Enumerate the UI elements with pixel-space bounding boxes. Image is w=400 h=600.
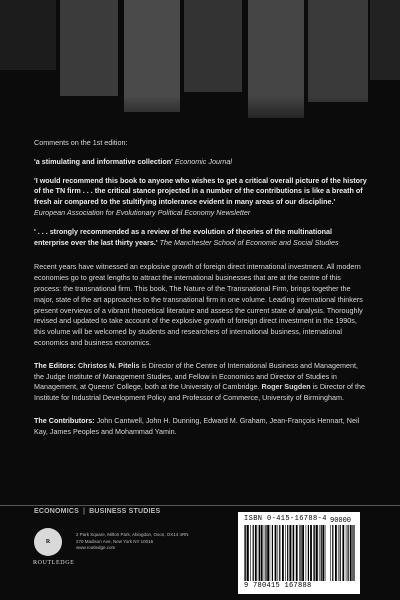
barcode-stripe (300, 525, 301, 581)
barcode-stripe (352, 525, 353, 581)
barcode-stripe (321, 525, 322, 581)
ean-number: 9 780415 167888 (244, 582, 312, 590)
barcode-stripe (342, 525, 344, 581)
barcode-stripe (322, 525, 324, 581)
book-description: Recent years have witnessed an explosive growth of foreign direct international investment. All modern economies go to great lengths to attract the international businesses that are at the centre of this process: the transnational firm. This book, The Nature of the Transnational Firm, brings together the major, state of the art approaches to the transnational firm in one volume. Leading international thinkers present overviews of a vibrant theoretical literature and assess the current state of analysis. Thoroughly revised and updated to take account of the explosive growth of foreign direct investment in the 1990s, this volume will be welcomed by students and researchers of international business, international economics and business economics. (34, 262, 363, 347)
subject-economics: ECONOMICS (34, 508, 79, 515)
routledge-logo-icon (34, 528, 62, 556)
subject-separator: | (82, 508, 86, 515)
address-line: 270 Madison Ave, New York NY 10016 (76, 538, 154, 544)
barcode-stripe (353, 525, 354, 581)
barcode-stripe (289, 525, 291, 581)
barcode-stripe (308, 525, 309, 581)
barcode-stripe (292, 525, 293, 581)
barcode-stripe (313, 525, 314, 581)
barcode-stripe (265, 525, 266, 581)
contributors-label: The Contributors: (34, 415, 95, 425)
barcode-stripe (244, 525, 245, 581)
barcode-stripe (282, 525, 284, 581)
barcode-icon (244, 525, 326, 581)
address-line: 2 Park Square, Milton Park, Abingdon, Oxon, OX14 4RN (76, 532, 189, 537)
contributors-list: John Cantwell, John H. Dunning, Edward M. Graham, Jean-François Hennart, Neil Kay, James Peoples and Mohammad Yamin. (34, 415, 360, 436)
barcode-stripe (332, 525, 333, 581)
subject-business: BUSINESS STUDIES (89, 508, 161, 515)
barcode-stripe (325, 525, 326, 581)
publisher-website: www.routledge.com (76, 545, 116, 551)
barcode-stripe (314, 525, 315, 581)
barcode-stripe (267, 525, 269, 581)
logo-letter: R (45, 539, 51, 545)
publisher-name: ROUTLEDGE (33, 560, 75, 566)
editors-paragraph (34, 361, 368, 404)
isbn-barcode (238, 512, 360, 594)
decorative-bar (308, 0, 368, 102)
barcode-stripe (306, 525, 307, 581)
barcode-stripe (316, 525, 318, 581)
decorative-bar (0, 0, 56, 70)
comments-heading: Comments on the 1st edition: (34, 138, 128, 147)
barcode-stripe (270, 525, 271, 581)
decorative-bar (370, 0, 400, 80)
barcode-stripe (272, 525, 273, 581)
barcode-stripe (330, 525, 331, 581)
barcode-stripe (287, 525, 288, 581)
barcode-stripe (293, 525, 294, 581)
barcode-stripe (319, 525, 320, 581)
decorative-bars (0, 0, 400, 128)
barcode-stripe (278, 525, 279, 581)
isbn-text: ISBN 0-415-16788-4 (244, 515, 327, 523)
barcode-stripe (350, 525, 352, 581)
quote-text: 'a stimulating and informative collection' (34, 156, 173, 166)
barcode-stripe (346, 525, 347, 581)
barcode-stripe (310, 525, 312, 581)
back-cover-text (34, 138, 368, 450)
barcode-stripe (255, 525, 257, 581)
quote-source: European Association for Evolutionary Political Economy Newsletter (34, 207, 251, 217)
barcode-stripe (285, 525, 286, 581)
barcode-stripe (258, 525, 259, 581)
editor-name: Christos N. Pitelis (77, 360, 140, 370)
decorative-bar (60, 0, 118, 96)
barcode-stripe (302, 525, 304, 581)
barcode-stripe (259, 525, 260, 581)
barcode-stripe (338, 525, 339, 581)
barcode-stripe (261, 525, 263, 581)
quote-text: ' . . . strongly recommended as a review of the evolution of theories of the multinational enterprise over the last thirty years.' (34, 226, 333, 247)
contributors-paragraph (34, 416, 368, 438)
price-code: 90000 (330, 517, 352, 525)
barcode-stripe (335, 525, 337, 581)
review-quote (34, 227, 368, 249)
barcode-stripe (275, 525, 277, 581)
barcode-stripe (296, 525, 298, 581)
quote-source: The Manchester School of Economic and Social Studies (159, 237, 339, 247)
barcode-stripe (247, 525, 249, 581)
review-quote (34, 157, 368, 168)
review-quote (34, 176, 368, 219)
barcode-stripe (245, 525, 246, 581)
editor-bio: is Director of the Institute for Industrial Development Policy and Professor of Commerce, University of Birmingham. (34, 382, 365, 403)
bars-fade (0, 96, 400, 136)
quote-text: 'I would recommend this book to anyone who wishes to get a critical overall picture of the history of the TN firm . . . the critical stance projected in a number of the contributions is like a breath of fresh air compared to the stultifying intolerance evident in many areas of our discipline.' (34, 175, 367, 207)
decorative-bar (184, 0, 242, 92)
publisher-address (76, 532, 189, 552)
barcode-stripe (264, 525, 265, 581)
barcode-stripe (348, 525, 349, 581)
editor-bio: is Director of the Centre of International Business and Management, the Judge Institute of Management Studies, and Fellow in Economics and Director of Studies in Management, at Queens' College, both at the University of Cambridge. (34, 360, 358, 392)
editor-name: Roger Sugden (261, 382, 311, 392)
barcode-stripe (250, 525, 251, 581)
barcode-stripe (340, 525, 341, 581)
quote-source: Economic Journal (174, 156, 232, 166)
barcode-addon-icon (330, 525, 356, 581)
divider (0, 505, 400, 506)
barcode-stripe (299, 525, 300, 581)
subject-categories (34, 508, 160, 515)
barcode-stripe (279, 525, 280, 581)
editors-label: The Editors: (34, 360, 76, 370)
barcode-stripe (253, 525, 254, 581)
